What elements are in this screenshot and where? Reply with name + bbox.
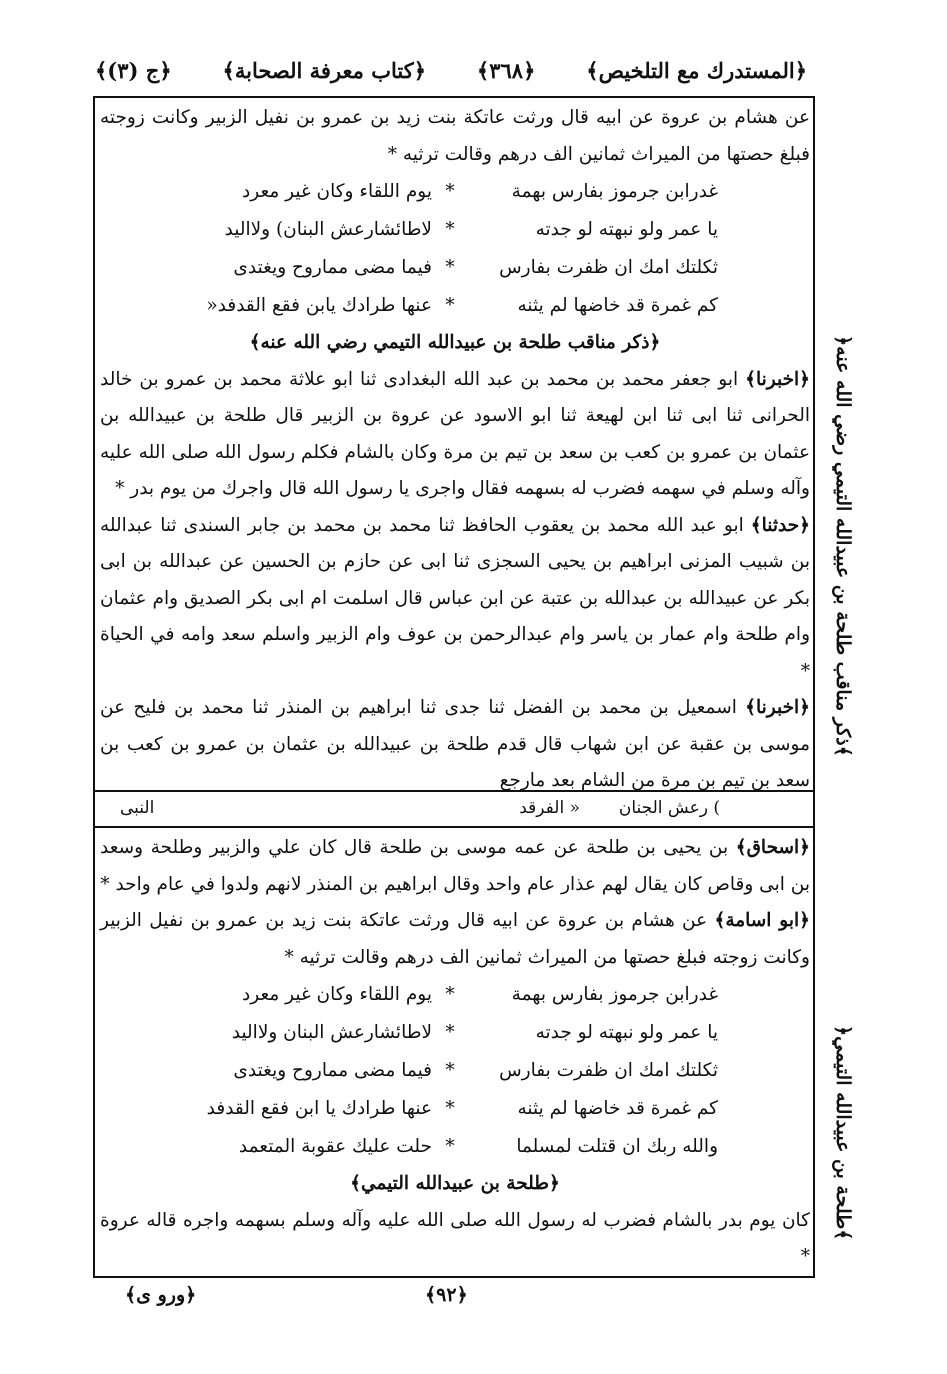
verse-line: يا عمر ولو نبهته لو جدته * لاطائشارعش البنان ولااليد [231, 1022, 718, 1043]
hadith-paragraph: ﴿حدثنا﴾ ابو عبد الله محمد بن يعقوب الحافظ ثنا محمد بن محمد بن جابر السندى ثنا عبدالله بن شبيب المزنى ابراهيم بن يحيى السجزى ثنا ابى عن حازم بن الحسين عن عبدالله بن ابى بكر عن عبيدالله بن عبدالله بن عتبة عن ابن عباس قال اسلمت ام ابى بكر الصديق وام عثمان وام طلحة وام عمار بن ياسر وام عبدالرحمن بن عوف وام الزبير واسلم سعد وامه في الحياة * [100, 514, 810, 682]
narration-label: ﴿اسحاق﴾ [735, 837, 810, 858]
footnote: النبى [120, 798, 155, 818]
hadith-paragraph: ﴿اسحاق﴾ بن يحيى بن طلحة عن عمه موسى بن طلحة قال كان علي والزبير وطلحة وسعد بن ابى وقاص كان يقال لهم عذار عام واحد وقال ابراهيم بن المنذر لانهم ولدوا في عام واحد * [100, 837, 810, 895]
narration-label: ﴿ابو اسامة﴾ [714, 910, 810, 931]
section-heading: ﴿طلحة بن عبيدالله التيمي﴾ [350, 1173, 560, 1194]
verse-line: ثكلتك امك ان ظفرت بفارس * فيما مضى مماروح ويغتدى [233, 257, 718, 278]
verse-line: غدرابن جرموز بفارس بهمة * يوم اللقاء وكان غير معرد [242, 984, 718, 1005]
intro-paragraph: عن هشام بن عروة عن ابيه قال ورثت عاتكة بنت زيد بن عمرو بن نفيل الزبير وكانت زوجته فبلغ حصتها من الميراث ثمانين الف درهم وقالت ترثيه * [100, 107, 810, 165]
footnote-separator-bottom [93, 826, 815, 828]
footnote: ) رعش الجنان [618, 798, 720, 818]
narration-label: ﴿حدثنا﴾ [750, 514, 810, 536]
narration-label: ﴿اخبرنا﴾ [745, 697, 810, 718]
narration-label: ﴿اخبرنا﴾ [745, 368, 810, 390]
footnote: « الفرقد [519, 798, 580, 818]
verse-line: ثكلتك امك ان ظفرت بفارس * فيما مضى مماروح ويغتدى [233, 1060, 718, 1081]
verse-line: يا عمر ولو نبهته لو جدته * لاطائشارعش البنان) ولااليد [224, 219, 718, 240]
book-title: ﴿كتاب معرفة الصحابة﴾ [222, 57, 427, 83]
margin-note-lower: ﴿طلحة بن عبيدالله التيمي﴾ [832, 1025, 854, 1241]
volume-label: ﴿ج (٣)﴾ [95, 57, 172, 83]
running-title: ﴿المستدرك مع التلخيص﴾ [586, 57, 807, 83]
hadith-paragraph: ﴿ابو اسامة﴾ عن هشام بن عروة عن ابيه قال ورثت عاتكة بنت زيد بن عمرو بن نفيل الزبير وكانت زوجته فبلغ حصتها من الميراث ثمانين الف درهم وقالت ترثيه * [100, 910, 810, 968]
page-reference: ﴿٣٦٨﴾ [476, 57, 536, 83]
verse-line: كم غمرة قد خاضها لم يثنه * عنها طرادك يا ابن فقع القدفد [206, 1098, 718, 1119]
verse-line: والله ربك ان قتلت لمسلما * حلت عليك عقوبة المتعمد [238, 1136, 718, 1157]
page-number: ﴿٩٢﴾ [425, 1284, 468, 1306]
signature-mark: ﴿ورو ى﴾ [125, 1284, 197, 1306]
hadith-paragraph: ﴿اخبرنا﴾ ابو جعفر محمد بن محمد بن عبد الله البغدادى ثنا ابو علاثة محمد بن عمرو بن خالد الحرانى ثنا ابى ثنا ابن لهيعة ثنا ابو الاسود عن عروة بن الزبير قال طلحة بن عبيدالله بن عثمان بن عمرو بن كعب بن سعد بن تيم بن مرة وكان بالشام فكلم رسول الله صلى الله عليه وآله وسلم في سهمه فضرب له بسهمه فقال واجرى يا رسول الله قال واجرك من يوم بدر * [100, 368, 810, 499]
closing-line: كان يوم بدر بالشام فضرب له رسول الله صلى الله عليه وآله وسلم بسهمه واجره قاله عروة * [100, 1209, 810, 1267]
lower-text-block [100, 830, 810, 1276]
section-heading: ﴿ذكر مناقب طلحة بن عبيدالله التيمي رضي الله عنه﴾ [249, 332, 661, 353]
upper-text-block [100, 100, 810, 800]
margin-note-upper: ﴿ذكر مناقب طلحة بن عبيدالله التيمي رضي الله عنه﴾ [832, 335, 854, 757]
page-header [95, 52, 807, 88]
verse-line: كم غمرة قد خاضها لم يثنه * عنها طرادك يابن فقع القدفد« [206, 295, 718, 316]
hadith-paragraph: ﴿اخبرنا﴾ اسمعيل بن محمد بن الفضل ثنا جدى ثنا ابراهيم بن المنذر ثنا محمد بن فليح عن موسى بن عقبة عن ابن شهاب قال قدم طلحة بن عبيدالله بن عثمان بن عمرو بن كعب بن سعد بن تيم بن مرة من الشام بعد مارجع [100, 697, 810, 791]
footnotes-row [100, 792, 800, 824]
verse-line: غدرابن جرموز بفارس بهمة * يوم اللقاء وكان غير معرد [242, 181, 718, 202]
